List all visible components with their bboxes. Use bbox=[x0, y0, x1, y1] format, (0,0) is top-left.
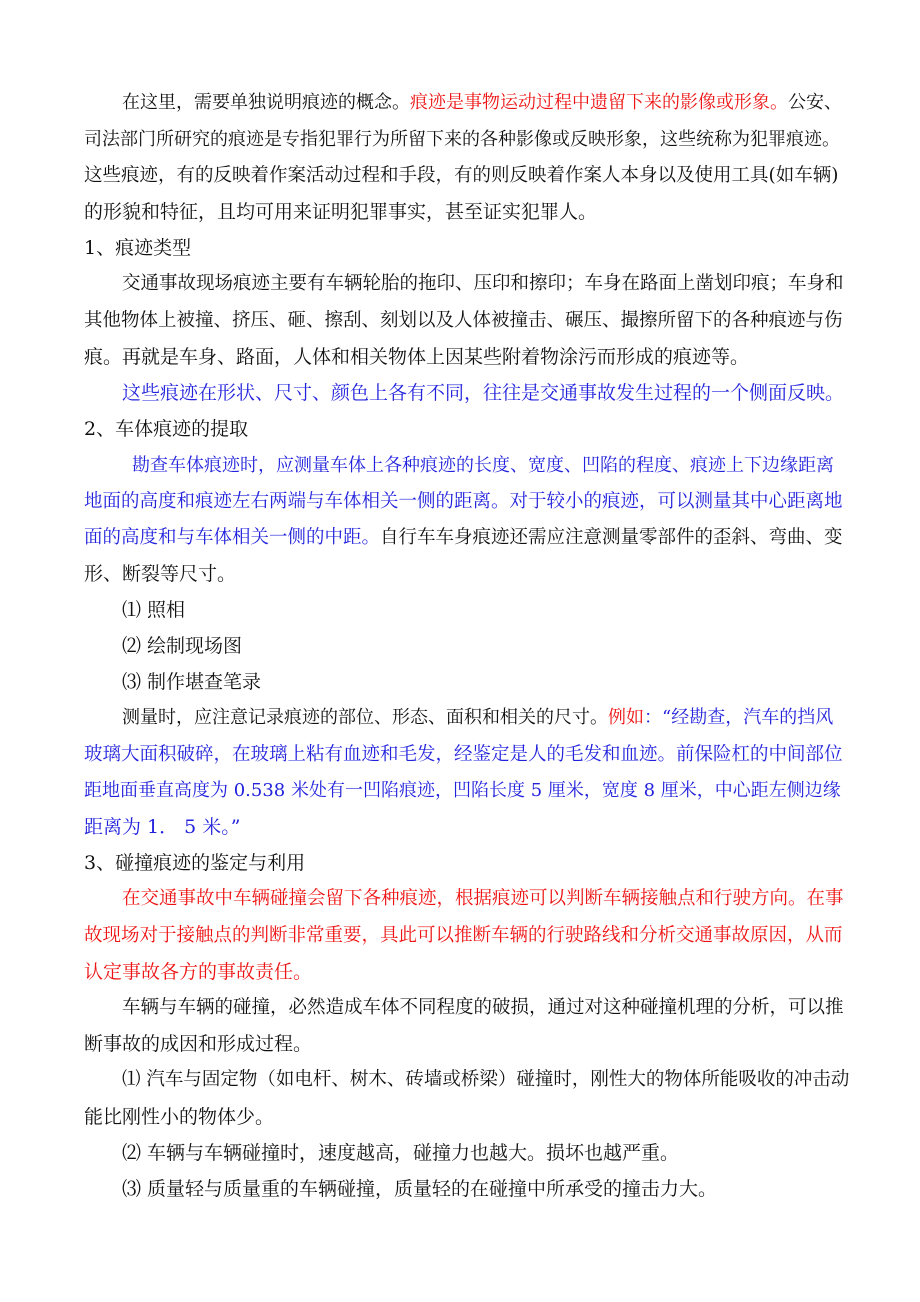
list-item-continuation: 能比刚性小的物体少。 bbox=[84, 1106, 275, 1128]
list-item: ⑶ 制作堪查笔录 bbox=[122, 671, 262, 693]
paragraph-line bbox=[84, 526, 843, 550]
paragraph-line: 形、断裂等尺寸。 bbox=[84, 563, 237, 585]
highlight-blue: 这些痕迹在形状、尺寸、颜色上各有不同，往往是交通事故发生过程的一个侧面反映。 bbox=[122, 382, 845, 404]
highlight-red: 认定事故各方的事故责任。 bbox=[84, 961, 313, 983]
section-heading: 1、痕迹类型 bbox=[84, 237, 192, 259]
highlight-red: 故现场对于接触点的判断非常重要，具此可以推断车辆的行驶路线和分析交通事故原因，从而 bbox=[84, 925, 843, 946]
paragraph-line: 司法部门所研究的痕迹是专指犯罪行为所留下来的各种影像或反映形象，这些统称为犯罪痕迹。 bbox=[84, 129, 840, 150]
section-heading: 3、碰撞痕迹的鉴定与利用 bbox=[84, 852, 306, 874]
text-span: 测量时，应注意记录痕迹的部位、形态、面积和相关的尺寸。 bbox=[122, 707, 608, 728]
list-item: ⑶ 质量轻与质量重的车辆碰撞，质量轻的在碰撞中所承受的撞击力大。 bbox=[122, 1178, 718, 1200]
highlight-blue: 玻璃大面积破碎，在玻璃上粘有血迹和毛发，经鉴定是人的毛发和血迹。前保险杠的中间部位 bbox=[84, 744, 843, 765]
paragraph-line: 车辆与车辆的碰撞，必然造成车体不同程度的破损，通过对这种碰撞机理的分析，可以推 bbox=[122, 997, 844, 1018]
paragraph-line bbox=[122, 91, 842, 115]
paragraph-line bbox=[122, 706, 833, 730]
paragraph-line: 这些痕迹，有的反映着作案活动过程和手段，有的则反映着作案人本身以及使用工具(如车辆) bbox=[84, 165, 839, 186]
highlight-blue: 面的高度和与车体相关一侧的中距。 bbox=[84, 527, 381, 548]
list-item: ⑵ 车辆与车辆碰撞时，速度越高，碰撞力也越大。损坏也越严重。 bbox=[122, 1142, 680, 1164]
text-span: 在这里，需要单独说明痕迹的概念。 bbox=[122, 92, 410, 113]
list-item: ⑴ 汽车与固定物（如电杆、树木、砖墙或桥梁）碰撞时，刚性大的物体所能吸收的冲击动 bbox=[122, 1069, 850, 1090]
paragraph-line: 断事故的成因和形成过程。 bbox=[84, 1033, 313, 1055]
paragraph-line: 痕。再就是车身、路面，人体和相关物体上因某些附着物涂污而形成的痕迹等。 bbox=[84, 346, 750, 368]
highlight-blue: 距地面垂直高度为 0.538 米处有一凹陷痕迹，凹陷长度 5 厘米，宽度 8 厘米，中心距左侧边缘 bbox=[84, 780, 841, 801]
text-span: 自行车车身痕迹还需应注意测量零部件的歪斜、弯曲、变 bbox=[380, 527, 843, 548]
highlight-blue: 勘查车体痕迹时，应测量车体上各种痕迹的长度、宽度、凹陷的程度、痕迹上下边缘距离 bbox=[132, 455, 834, 476]
highlight-blue: ：“经勘查，汽车的挡风 bbox=[644, 707, 834, 728]
paragraph-line: 的形貌和特征，且均可用来证明犯罪事实，甚至证实犯罪人。 bbox=[84, 201, 598, 223]
highlight-red: 在交通事故中车辆碰撞会留下各种痕迹，根据痕迹可以判断车辆接触点和行驶方向。在事 bbox=[122, 888, 844, 909]
section-heading: 2、车体痕迹的提取 bbox=[84, 418, 249, 440]
highlight-red: 痕迹是事物运动过程中遗留下来的影像或形象。 bbox=[410, 92, 788, 113]
highlight-red: 例如 bbox=[608, 707, 644, 728]
text-span: 公安、 bbox=[788, 92, 842, 113]
list-item: ⑴ 照相 bbox=[122, 599, 186, 621]
paragraph-line: 其他物体上被撞、挤压、砸、擦刮、刻划以及人体被撞击、碾压、撮擦所留下的各种痕迹与伤 bbox=[84, 310, 843, 331]
paragraph-line: 交通事故现场痕迹主要有车辆轮胎的拖印、压印和擦印；车身在路面上凿划印痕；车身和 bbox=[122, 273, 844, 294]
list-item: ⑵ 绘制现场图 bbox=[122, 635, 243, 657]
highlight-blue: 距离为 1． 5 米。” bbox=[84, 816, 241, 838]
highlight-blue: 地面的高度和痕迹左右两端与车体相关一侧的距离。对于较小的痕迹，可以测量其中心距离地 bbox=[84, 491, 843, 512]
